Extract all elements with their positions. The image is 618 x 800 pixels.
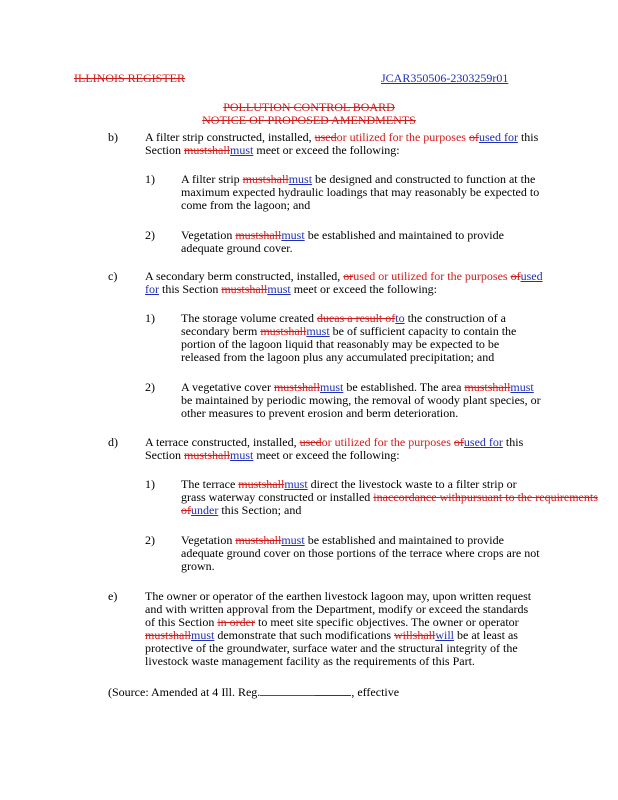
source-note: (Source: Amended at 4 Ill. Reg. , effective	[108, 685, 400, 699]
header-jcar-id: JCAR350506-2303259r01	[381, 71, 509, 85]
para-c2-label: 2)	[145, 380, 155, 394]
para-d2-label: 2)	[145, 533, 155, 547]
para-d2-line3: grown.	[181, 559, 215, 573]
para-d1-label: 1)	[145, 477, 155, 491]
header-register: ILLINOIS REGISTER	[74, 71, 185, 85]
para-b2-line1: Vegetation mustshallmust be established and maintained to provide	[181, 228, 504, 242]
para-e-line2: and with written approval from the Department, modify or exceed the standards	[145, 602, 529, 616]
para-d-line2: Section mustshallmust meet or exceed the following:	[145, 448, 400, 462]
para-e-line3: of this Section in order to meet site specific objectives. The owner or operator	[145, 615, 519, 629]
para-c1-label: 1)	[145, 311, 155, 325]
title-board: POLLUTION CONTROL BOARD	[223, 100, 395, 114]
para-c1-line4: released from the lagoon plus any accumulated precipitation; and	[181, 350, 495, 364]
para-c2-line3: other measures to prevent erosion and berm deterioration.	[181, 406, 459, 420]
para-d-line1: A terrace constructed, installed, usedor utilized for the purposes ofused for this	[145, 435, 524, 449]
para-b-label: b)	[108, 130, 118, 144]
para-d1-line3: ofunder this Section; and	[181, 503, 302, 517]
para-e-line1: The owner or operator of the earthen livestock lagoon may, upon written request	[145, 589, 532, 603]
para-c-line2: for this Section mustshallmust meet or exceed the following:	[145, 282, 437, 296]
para-d2-line1: Vegetation mustshallmust be established and maintained to provide	[181, 533, 504, 547]
para-e-line4: mustshallmust demonstrate that such modifications willshallwill be at least as	[145, 628, 518, 642]
para-d2-line2: adequate ground cover on those portions of the terrace where crops are not	[181, 546, 540, 560]
para-b1-label: 1)	[145, 172, 155, 186]
source-blank-blue	[315, 685, 351, 696]
para-d1-line2: grass waterway constructed or installed inaccordance withpursuant to the requirements	[181, 490, 598, 504]
para-c-line1: A secondary berm constructed, installed, orused or utilized for the purposes ofused	[145, 269, 543, 283]
para-b1-line1: A filter strip mustshallmust be designed and constructed to function at the	[181, 172, 536, 186]
para-c1-line1: The storage volume created dueas a result ofto the construction of a	[181, 311, 506, 325]
para-d-label: d)	[108, 435, 118, 449]
para-b-line1: A filter strip constructed, installed, usedor utilized for the purposes ofused for this	[145, 130, 539, 144]
para-b2-line2: adequate ground cover.	[181, 241, 293, 255]
source-blank-red	[260, 685, 315, 696]
para-c1-line2: secondary berm mustshallmust be of sufficient capacity to contain the	[181, 324, 517, 338]
para-e-label: e)	[108, 589, 118, 603]
para-d1-line1: The terrace mustshallmust direct the livestock waste to a filter strip or	[181, 477, 517, 491]
para-c2-line1: A vegetative cover mustshallmust be established. The area mustshallmust	[181, 380, 534, 394]
para-b1-line2: maximum expected hydraulic loadings that may reasonably be expected to	[181, 185, 540, 199]
para-c2-line2: be maintained by periodic mowing, the removal of woody plant species, or	[181, 393, 541, 407]
para-c1-line3: portion of the lagoon liquid that reasonably may be expected to be	[181, 337, 500, 351]
para-b1-line3: come from the lagoon; and	[181, 198, 311, 212]
para-e-line6: livestock waste management facility as the requirements of this Part.	[145, 654, 475, 668]
para-c-label: c)	[108, 269, 118, 283]
para-e-line5: protective of the groundwater, surface water and the structural integrity of the	[145, 641, 518, 655]
title-notice: NOTICE OF PROPOSED AMENDMENTS	[202, 113, 416, 127]
para-b-line2: Section mustshallmust meet or exceed the following:	[145, 143, 400, 157]
para-b2-label: 2)	[145, 228, 155, 242]
